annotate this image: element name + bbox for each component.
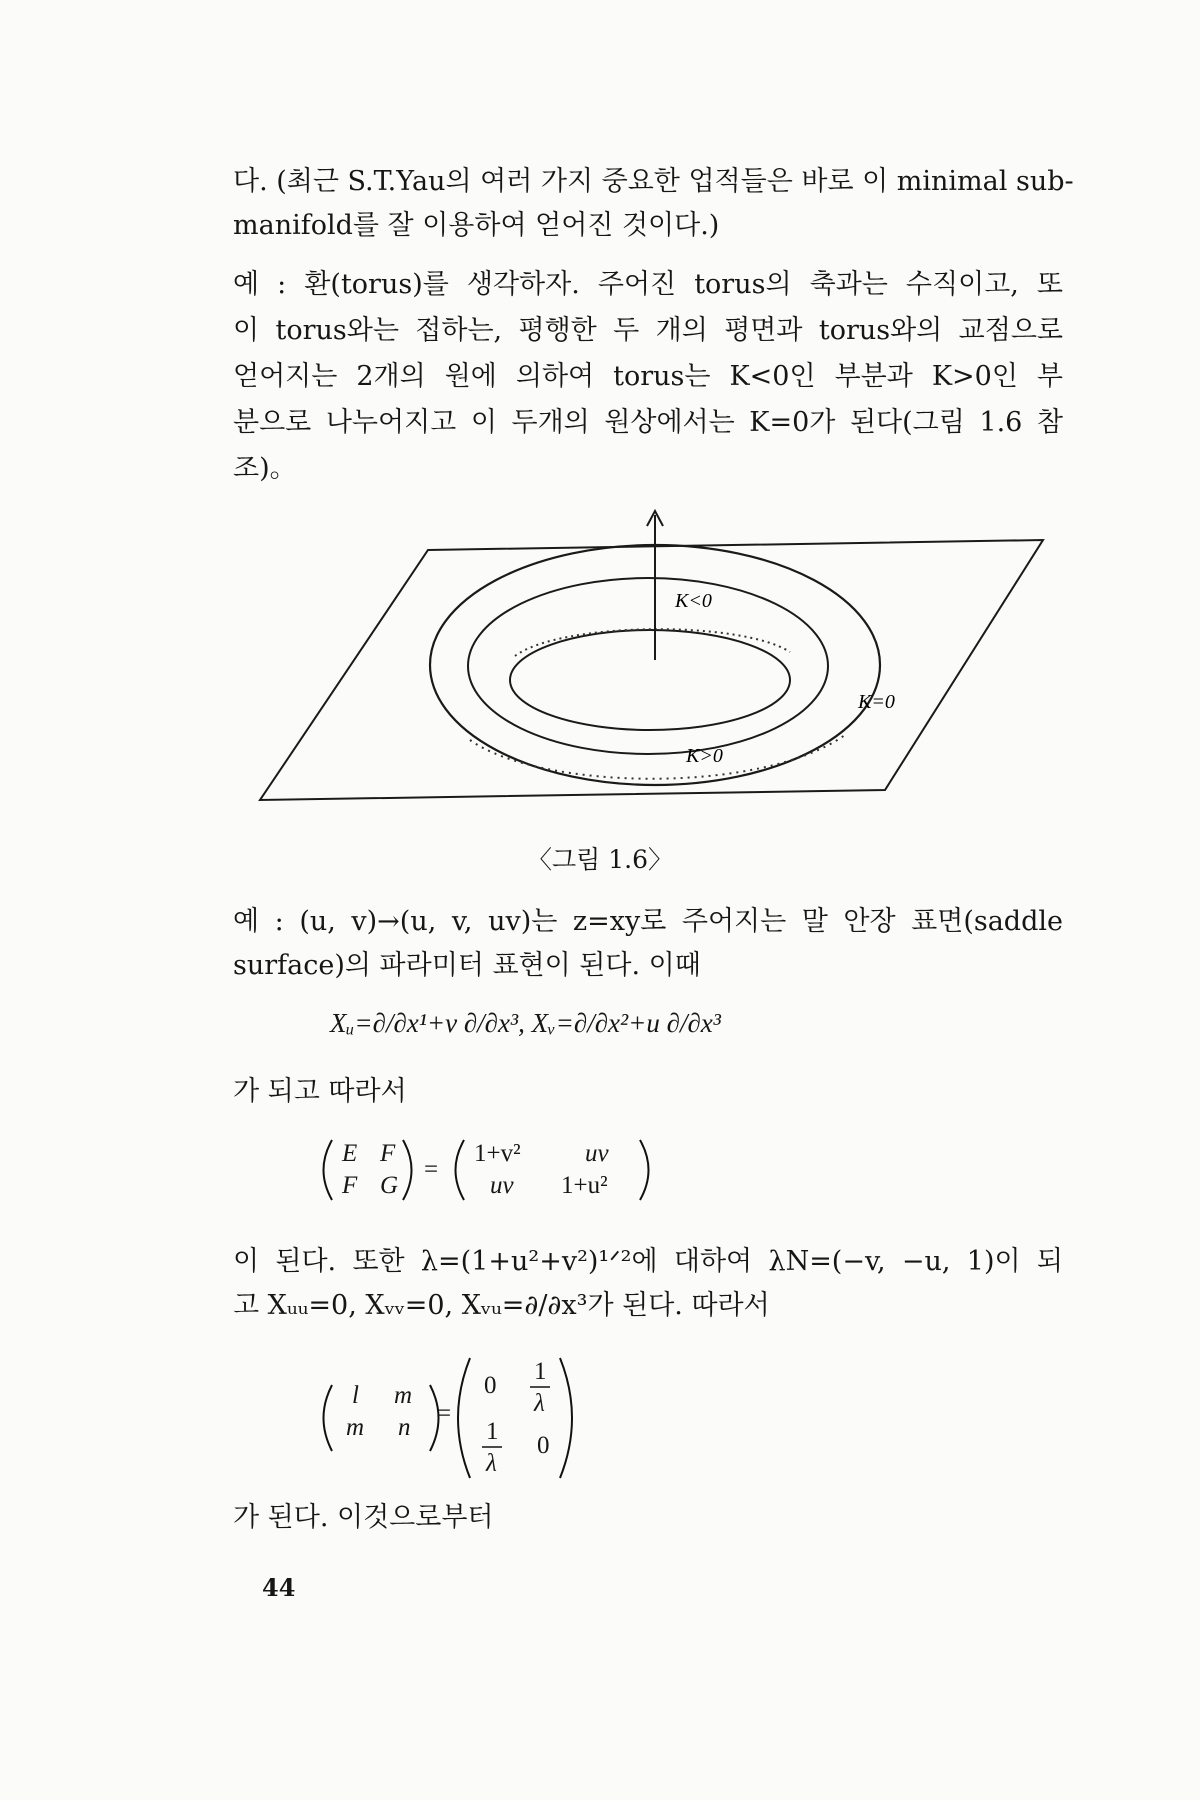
equation-tangent-vectors: Xᵤ=∂/∂x¹+v ∂/∂x³, Xᵥ=∂/∂x²+u ∂/∂x³	[330, 1008, 721, 1038]
text-line: 가 된다. 이것으로부터	[233, 1502, 494, 1533]
label-k-zero: K=0	[858, 691, 895, 713]
text-line: 조)。	[233, 453, 297, 484]
matrix-entry: m	[346, 1414, 365, 1441]
matrix-entry: F	[380, 1140, 396, 1167]
page-number: 44	[262, 1573, 296, 1602]
text-line: 예 : 환(torus)를 생각하자. 주어진 torus의 축과는 수직이고, 또	[233, 269, 1063, 300]
matrix-entry: m	[394, 1382, 413, 1409]
equals-sign: =	[437, 1400, 452, 1427]
matrix-entry: 1+v²	[474, 1140, 521, 1167]
matrix-entry: 1+u²	[561, 1172, 608, 1199]
matrix-entry: E	[342, 1140, 358, 1167]
matrix-entry: uv	[585, 1140, 609, 1167]
text-line: 예 : (u, v)→(u, v, uv)는 z=xy로 주어지는 말 안장 표면(saddle	[233, 906, 1063, 937]
matrix-entry: 0	[537, 1432, 550, 1459]
fraction-numerator: 1	[534, 1358, 547, 1385]
text-line: 이 torus와는 접하는, 평행한 두 개의 평면과 torus와의 교점으로	[233, 315, 1063, 346]
paragraph-therefore	[233, 1496, 1063, 1540]
label-k-negative: K<0	[675, 590, 712, 612]
text-line: surface)의 파라미터 표현이 된다. 이때	[233, 950, 701, 981]
figure-caption: 〈그림 1.6〉	[526, 845, 673, 874]
text-line: 고 Xᵤᵤ=0, Xᵥᵥ=0, Xᵥᵤ=∂/∂x³가 된다. 따라서	[233, 1290, 770, 1321]
fraction-denominator: λ	[486, 1450, 497, 1477]
text-line: 다. (최근 S.T.Yau의 여러 가지 중요한 업적들은 바로 이 minimal sub-	[233, 166, 1074, 197]
text-line: 가 되고 따라서	[233, 1076, 407, 1107]
matrix-entry: F	[342, 1172, 358, 1199]
matrix-entry: uv	[490, 1172, 514, 1199]
matrix-entry: G	[380, 1172, 399, 1199]
label-k-positive: K>0	[686, 745, 723, 767]
text-line: 이 된다. 또한 λ=(1+u²+v²)¹ᐟ²에 대하여 λN=(−v, −u, 1)이 되	[233, 1246, 1063, 1277]
text-line: 얻어지는 2개의 원에 의하여 torus는 K<0인 부분과 K>0인 부	[233, 361, 1063, 392]
equals-sign: =	[424, 1156, 439, 1183]
matrix-entry: l	[352, 1382, 359, 1409]
fraction-denominator: λ	[534, 1390, 545, 1417]
fraction-numerator: 1	[486, 1418, 499, 1445]
matrix-entry: 0	[484, 1372, 497, 1399]
matrix-entry: n	[398, 1414, 411, 1441]
text-line: manifold를 잘 이용하여 얻어진 것이다.)	[233, 210, 720, 241]
text-line: 분으로 나누어지고 이 두개의 원상에서는 K=0가 된다(그림 1.6 참	[233, 407, 1063, 438]
